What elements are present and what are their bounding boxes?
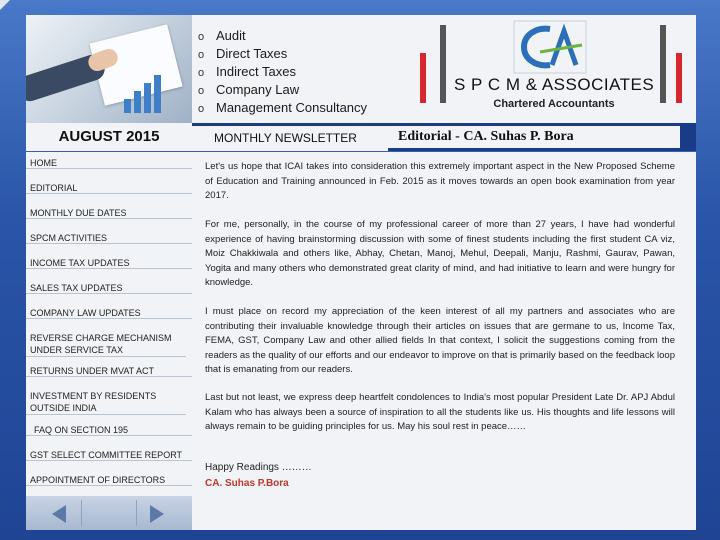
prev-arrow-icon[interactable]	[52, 505, 66, 523]
sidebar-item-sales-tax-updates[interactable]: SALES TAX UPDATES	[26, 283, 192, 294]
page-navigation	[26, 496, 192, 530]
sidebar-item-appointment-of-directors[interactable]: APPOINTMENT OF DIRECTORS	[26, 475, 192, 486]
service-label: Audit	[216, 28, 246, 43]
editorial-paragraph: For me, personally, in the course of my professional career of more than 27 years, I have had wonderful experience of having brainstorming discussion with some of finest students including the first student CA viz, Moiz Chakkiwala and others like, Abhay, Chetan, Manoj, Mehul, Deepali, Manju, Rashmi, Gaurav, Pawan, Yogita and many others who demonstrated great clarity of mind, and had initiative to learn and were hungry for knowledge.	[205, 219, 675, 288]
editorial-paragraph: Let's us hope that ICAI takes into consideration this extremely important aspect in the New Proposed Scheme of Education and Training announced in Feb. 2015 as it moves towards an open book examination from year 2017.	[205, 161, 675, 201]
sidebar-item-income-tax-updates[interactable]: INCOME TAX UPDATES	[26, 258, 192, 269]
next-arrow-icon[interactable]	[150, 505, 164, 523]
sidebar	[26, 152, 192, 530]
service-label: Management Consultancy	[216, 100, 368, 115]
firm-subtitle: Chartered Accountants	[493, 98, 615, 110]
editorial-paragraph: I must place on record my appreciation of the keen interest of all my partners and associates who are contributing their invaluable knowledge through their articles on issues that are germane to us, Income Tax, FEMA, GST, Company Law and other allied fields In that context, I solicit the suggestions coming from the readers as the quality of our efforts and our endeavor to improve on that is primarily based on the feedback loop that is emanating from our readers.	[205, 306, 675, 375]
photo-bar	[134, 91, 141, 113]
bullet-icon: o	[198, 85, 205, 97]
newsletter-label: MONTHLY NEWSLETTER	[192, 126, 388, 151]
service-label: Direct Taxes	[216, 46, 288, 61]
title-band	[26, 123, 696, 151]
sidebar-item-spcm-activities[interactable]: SPCM ACTIVITIES	[26, 233, 192, 244]
business-photo	[26, 15, 192, 123]
logo-grey-bar	[660, 25, 666, 103]
page-corner-fold	[0, 0, 10, 10]
firm-logo-area	[420, 15, 696, 123]
sidebar-item-reverse-charge[interactable]: REVERSE CHARGE MECHANISM UNDER SERVICE TAX	[26, 332, 186, 357]
logo-text: CA	[510, 19, 512, 20]
logo-red-bar	[676, 53, 682, 103]
header	[26, 15, 696, 123]
service-item	[198, 81, 367, 99]
editorial-content	[192, 152, 696, 530]
sidebar-item-investment-outside-india[interactable]: INVESTMENT BY RESIDENTS OUTSIDE INDIA	[26, 390, 186, 415]
services-list	[198, 27, 367, 117]
ca-logo-icon	[510, 19, 590, 75]
sidebar-item-monthly-due-dates[interactable]: MONTHLY DUE DATES	[26, 208, 192, 219]
sidebar-item-company-law-updates[interactable]: COMPANY LAW UPDATES	[26, 308, 192, 319]
sidebar-item-returns-mvat[interactable]: RETURNS UNDER MVAT ACT	[26, 366, 192, 377]
sidebar-item-faq-section-195[interactable]: FAQ ON SECTION 195	[26, 425, 192, 436]
bullet-icon: o	[198, 31, 205, 43]
sidebar-item-editorial[interactable]: EDITORIAL	[26, 183, 192, 194]
sidebar-item-gst-committee-report[interactable]: GST SELECT COMMITTEE REPORT	[26, 450, 192, 461]
logo-red-bar	[420, 53, 426, 103]
bullet-icon: o	[198, 49, 205, 61]
bullet-icon: o	[198, 67, 205, 79]
editorial-title: Editorial - CA. Suhas P. Bora	[388, 126, 680, 148]
service-label: Indirect Taxes	[216, 64, 296, 79]
nav-divider	[81, 500, 82, 526]
signoff: Happy Readings ………	[205, 462, 312, 473]
service-item	[198, 27, 367, 45]
sidebar-item-home[interactable]: HOME	[26, 158, 192, 169]
photo-bar	[124, 99, 131, 113]
firm-name: S P C M & ASSOCIATES	[454, 75, 655, 94]
service-item	[198, 63, 367, 81]
issue-month: AUGUST 2015	[26, 123, 192, 151]
photo-bar	[154, 75, 161, 113]
bullet-icon: o	[198, 103, 205, 115]
logo-grey-bar	[440, 25, 446, 103]
service-item	[198, 45, 367, 63]
photo-bar	[144, 83, 151, 113]
nav-divider	[136, 500, 137, 526]
signer-name: CA. Suhas P.Bora	[205, 478, 289, 489]
service-item	[198, 99, 367, 117]
service-label: Company Law	[216, 82, 300, 97]
editorial-paragraph: Last but not least, we express deep heartfelt condolences to India's most popular President Late Dr. APJ Abdul Kalam who has always been a source of inspiration to all the students like us. His thoughts and life lessons will always remain to be guiding principles for us. May his soul rest in peace……	[205, 392, 675, 432]
